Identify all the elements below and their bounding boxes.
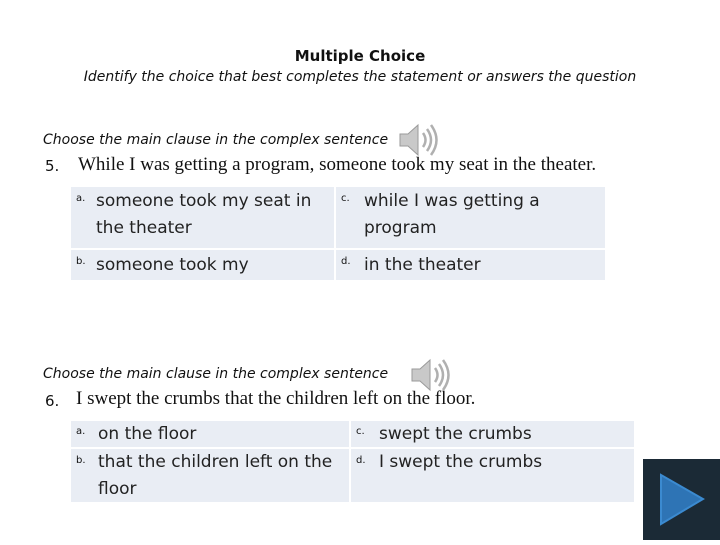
page-title: Multiple Choice: [294, 47, 426, 65]
next-arrow-icon: [643, 459, 720, 540]
next-slide-button[interactable]: [643, 459, 720, 540]
option-6b-letter: b.: [76, 455, 86, 466]
page-subtitle: Identify the choice that best completes the statement or answers the question: [83, 69, 637, 85]
option-5b-text: someone took my: [96, 255, 249, 275]
option-5c-text: while I was getting a program: [364, 191, 540, 238]
option-6c-text: swept the crumbs: [379, 424, 532, 444]
option-6c-letter: c.: [356, 426, 365, 437]
question-6-text: I swept the crumbs that the children left on the floor.: [76, 388, 476, 409]
question-5-instruction: Choose the main clause in the complex sentence: [43, 132, 389, 148]
option-6d-text: I swept the crumbs: [379, 452, 543, 472]
option-5b-letter: b.: [76, 256, 86, 267]
question-6-number: 6.: [45, 392, 60, 410]
question-6-instruction: Choose the main clause in the complex sentence: [43, 366, 389, 382]
option-6a-text: on the floor: [98, 424, 197, 444]
option-6b-text: that the children left on the floor: [98, 452, 333, 499]
option-6d-letter: d.: [356, 455, 366, 466]
question-5-text: While I was getting a program, someone took my seat in the theater.: [78, 154, 597, 175]
option-5d-letter: d.: [341, 256, 351, 267]
option-5a-text: someone took my seat in the theater: [96, 191, 312, 238]
option-5c-letter: c.: [341, 193, 350, 204]
option-5a-letter: a.: [76, 193, 86, 204]
option-6a-letter: a.: [76, 426, 86, 437]
question-5-number: 5.: [45, 157, 60, 175]
option-5d-text: in the theater: [364, 255, 481, 275]
